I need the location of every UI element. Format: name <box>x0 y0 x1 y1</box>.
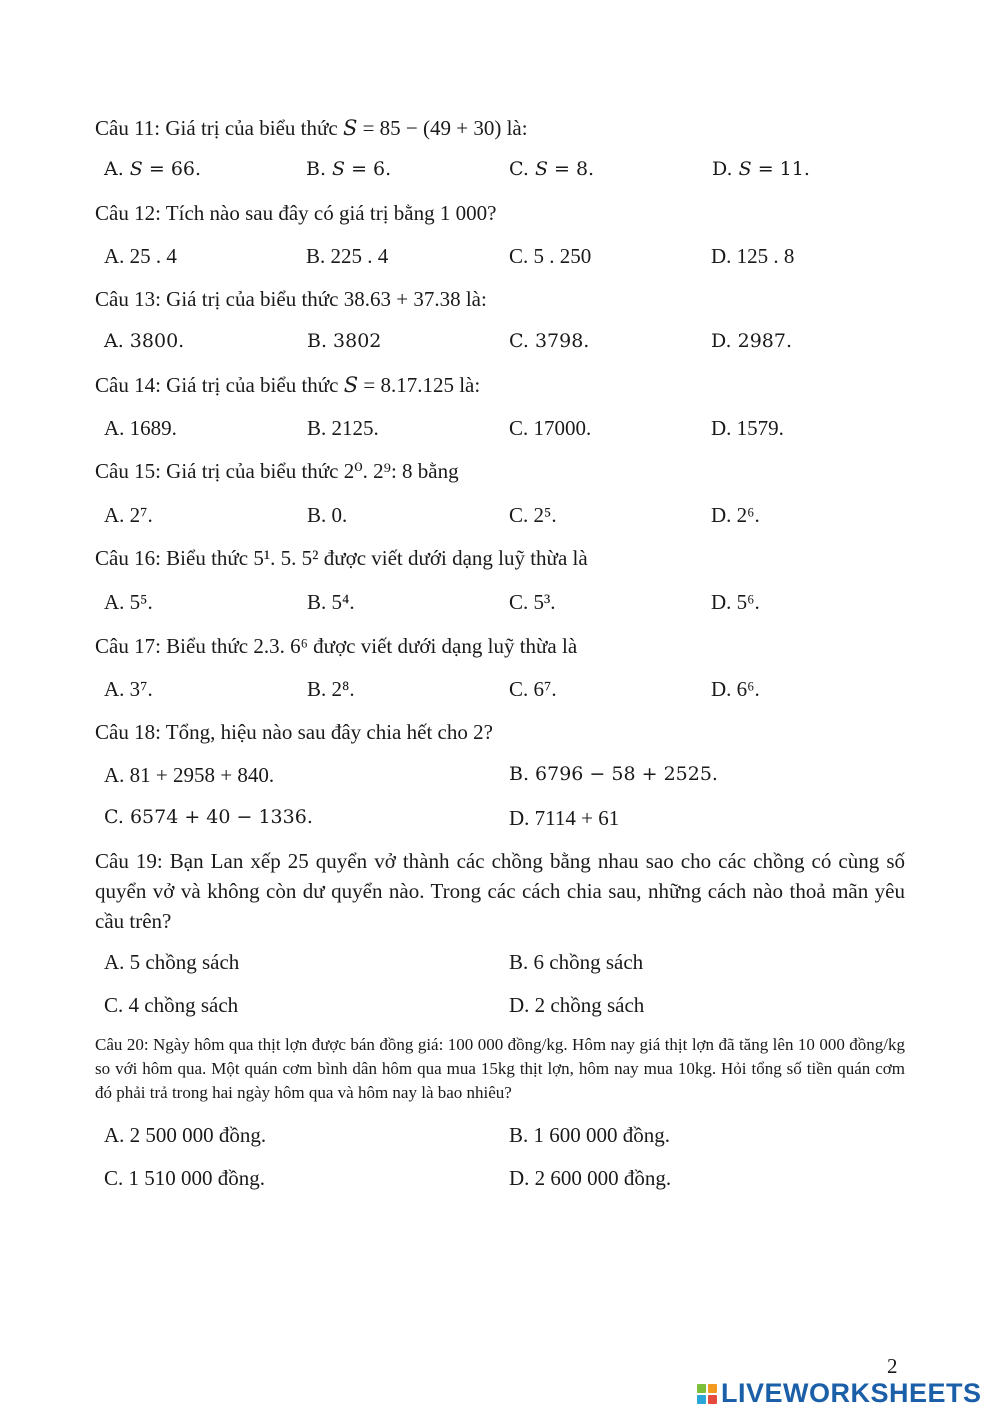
q13-option-d[interactable]: D. 2987. <box>711 330 793 352</box>
q14-option-d[interactable]: D. 1579. <box>711 416 784 440</box>
q14-option-a[interactable]: A. 1689. <box>104 416 177 440</box>
q20-option-d[interactable]: D. 2 600 000 đồng. <box>509 1166 672 1190</box>
q11-option-d[interactable]: D. 𝑆 = 11. <box>712 158 810 180</box>
question-16: Câu 16: Biểu thức 5¹. 5. 5² được viết dưới dạng luỹ thừa là <box>95 546 588 570</box>
question-13: Câu 13: Giá trị của biểu thức 38.63 + 37.38 là: <box>95 287 487 311</box>
question-20: Câu 20: Ngày hôm qua thịt lợn được bán đồng giá: 100 000 đồng/kg. Hôm nay giá thịt lợn đã tăng lên 10 000 đồng/kg so với hôm qua. Một quán cơm bình dân hôm qua mua 15kg thịt lợn, hôm nay mua 10kg. Hỏi tổng số tiền quán cơm đó phải trả trong hai ngày hôm qua và hôm nay là bao nhiêu? <box>95 1035 905 1102</box>
q18-option-b[interactable]: B. 6796 − 58 + 2525. <box>509 763 718 785</box>
q11-option-b[interactable]: B. 𝑆 = 6. <box>306 158 392 180</box>
question-18: Câu 18: Tổng, hiệu nào sau đây chia hết cho 2? <box>95 720 493 744</box>
q12-option-d[interactable]: D. 125 . 8 <box>711 244 795 268</box>
q14-option-b[interactable]: B. 2125. <box>307 416 379 440</box>
q16-option-a[interactable]: A. 5⁵. <box>104 590 153 614</box>
q20-option-a[interactable]: A. 2 500 000 đồng. <box>104 1123 267 1147</box>
question-19: Câu 19: Bạn Lan xếp 25 quyển vở thành các chồng bằng nhau sao cho các chồng có cùng số quyển vở và không còn dư quyển nào. Trong các cách chia sau, những cách nào thoả mãn yêu cầu trên? <box>95 849 905 933</box>
q12-option-b[interactable]: B. 225 . 4 <box>306 244 389 268</box>
question-12: Câu 12: Tích nào sau đây có giá trị bằng 1 000? <box>95 201 497 225</box>
question-14: Câu 14: Giá trị của biểu thức 𝑆 = 8.17.125 là: <box>95 373 481 397</box>
q15-option-b[interactable]: B. 0. <box>307 503 348 527</box>
q16-option-b[interactable]: B. 5⁴. <box>307 590 355 614</box>
q15-option-c[interactable]: C. 2⁵. <box>509 503 557 527</box>
liveworksheets-logo[interactable] <box>697 1378 982 1409</box>
q18-option-d[interactable]: D. 7114 + 61 <box>509 806 620 830</box>
q12-option-a[interactable]: A. 25 . 4 <box>104 244 177 268</box>
q17-option-a[interactable]: A. 3⁷. <box>104 677 153 701</box>
q11-option-a[interactable]: A. 𝑆 = 66. <box>104 158 202 180</box>
q13-option-b[interactable]: B. 3802 <box>307 330 382 352</box>
question-11: Câu 11: Giá trị của biểu thức 𝑆 = 85 − (49 + 30) là: <box>95 116 528 140</box>
q20-option-c[interactable]: C. 1 510 000 đồng. <box>104 1166 266 1190</box>
q13-option-c[interactable]: C. 3798. <box>509 330 590 352</box>
q16-option-c[interactable]: C. 5³. <box>509 590 556 614</box>
q19-option-c[interactable]: C. 4 chồng sách <box>104 993 239 1017</box>
question-17: Câu 17: Biểu thức 2.3. 6⁶ được viết dưới dạng luỹ thừa là <box>95 634 578 658</box>
q15-option-d[interactable]: D. 2⁶. <box>711 503 760 527</box>
q17-option-b[interactable]: B. 2⁸. <box>307 677 355 701</box>
page-number: 2 <box>887 1354 898 1378</box>
q16-option-d[interactable]: D. 5⁶. <box>711 590 760 614</box>
q19-option-a[interactable]: A. 5 chồng sách <box>104 950 240 974</box>
logo-mark-icon <box>697 1384 717 1404</box>
logo-text: LIVEWORKSHEETS <box>721 1378 982 1408</box>
q19-option-b[interactable]: B. 6 chồng sách <box>509 950 644 974</box>
q14-option-c[interactable]: C. 17000. <box>509 416 592 440</box>
q20-option-b[interactable]: B. 1 600 000 đồng. <box>509 1123 671 1147</box>
q19-option-d[interactable]: D. 2 chồng sách <box>509 993 645 1017</box>
question-15: Câu 15: Giá trị của biểu thức 2⁰. 2⁹: 8 bằng <box>95 459 459 483</box>
q15-option-a[interactable]: A. 2⁷. <box>104 503 153 527</box>
q13-option-a[interactable]: A. 3800. <box>104 330 185 352</box>
q11-option-c[interactable]: C. 𝑆 = 8. <box>509 158 595 180</box>
q12-option-c[interactable]: C. 5 . 250 <box>509 244 592 268</box>
q18-option-c[interactable]: C. 6574 + 40 − 1336. <box>104 806 313 828</box>
q17-option-c[interactable]: C. 6⁷. <box>509 677 557 701</box>
q17-option-d[interactable]: D. 6⁶. <box>711 677 760 701</box>
q18-option-a[interactable]: A. 81 + 2958 + 840. <box>104 763 275 787</box>
